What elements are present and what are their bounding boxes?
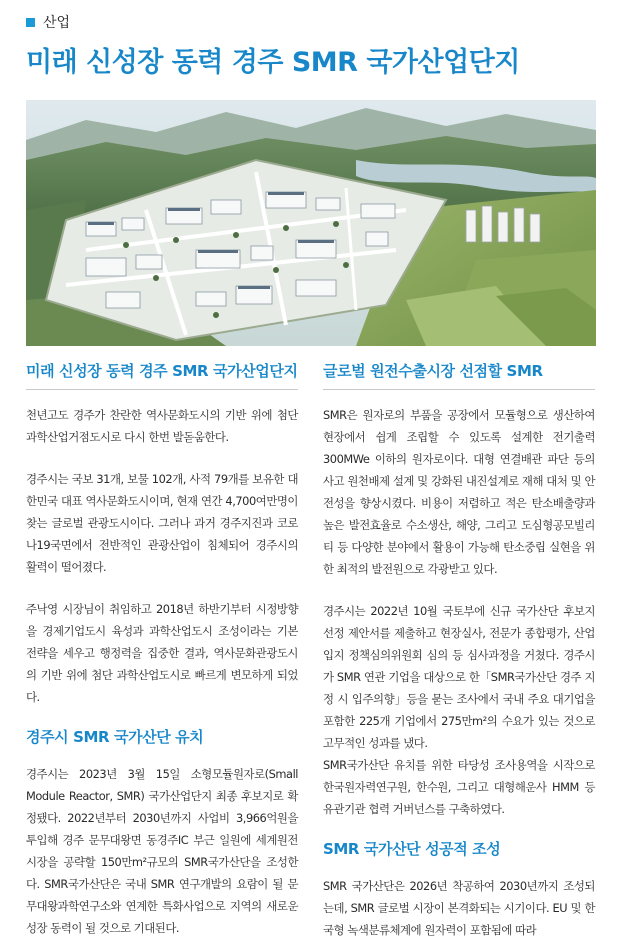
paragraph: SMR국가산단 유치를 위한 타당성 조사용역을 시작으로 한국원자력연구원, 한수원, 그리고 대형해운사 HMM 등 유관기관 협력 거버넌스를 구축하였다. — [323, 758, 595, 816]
paragraph: 경주시는 국보 31개, 보물 102개, 사적 79개를 보유한 대한민국 대표 역사문화도시이며, 현재 연간 4,700여만명이 찾는 글로벌 관광도시이다. 그러나 과거 경주지진과 코로나19국면에서 전반적인 관광산업이 침체되어 경주시의 활력이 떨어졌다. — [26, 472, 298, 574]
section-heading-overview: 미래 신성장 동력 경주 SMR 국가산업단지 — [26, 360, 298, 390]
section-heading-smr-attraction: 경주시 SMR 국가산단 유치 — [26, 728, 204, 746]
hero-image — [26, 100, 596, 346]
paragraph: 경주시는 2022년 10월 국토부에 신규 국가산단 후보지 선정 제안서를 제출하고 현장실사, 전문가 종합평가, 산업입지 정책심의위원회 심의 등 심사과정을 거쳤다. 경주시가 SMR 연관 기업을 대상으로 한「SMR국가산단 경주 지정 시 입주의향」등을 묻는 조사에서 국내 주요 대기업을 포함한 225개 기업에서 275만m²의 수요가 있는 것으로 고무적인 성과를 냈다. — [323, 604, 595, 750]
paragraph: SMR 국가산단은 2026년 착공하여 2030년까지 조성되는데, SMR 글로벌 시장이 본격화되는 시기이다. EU 및 한국형 녹색분류체계에 원자력이 포함됨에 따라 — [323, 879, 595, 937]
paragraph: 천년고도 경주가 찬란한 역사문화도시의 기반 위에 첨단 과학산업거점도시로 다시 한번 발돋움한다. — [26, 408, 298, 444]
paragraph: 경주시는 2023년 3월 15일 소형모듈원자로(Small Module Reactor, SMR) 국가산업단지 최종 후보지로 확정됐다. 2022년부터 2030년까지 사업비 3,966억원을 투입해 경주 문무대왕면 동경주IC 부근 일원에 세계원전시장을 공략할 150만m²규모의 SMR국가산단을 조성한다. SMR국가산단은 국내 SMR 연구개발의 요람이 될 문무대왕과학연구소와 연계한 특화사업으로 지역의 새로운 성장 동력이 될 것으로 기대된다. — [26, 767, 298, 935]
paragraph: SMR은 원자로의 부품을 공장에서 모듈형으로 생산하여 현장에서 쉽게 조립할 수 있도록 설계한 전기출력 300MWe 이하의 원자로이다. 대형 연결배관 파단 등의 사고 원천배제 설계 및 강화된 내진설계로 재해 대처 및 안전성을 향상시켰다. 비용이 저렴하고 적은 탄소배출량과 높은 발전효율로 수소생산, 해양, 그리고 도심형공모빌리티 등 다양한 분야에서 활용이 가능해 탄소중립 실현을 위한 최적의 발전원으로 각광받고 있다. — [323, 408, 595, 576]
category-square-icon — [26, 18, 35, 27]
category-text: 산업 — [43, 15, 71, 31]
section-heading-successful-development: SMR 국가산단 성공적 조성 — [323, 840, 501, 858]
right-column — [323, 360, 595, 941]
aerial-industrial-park-rendering-icon — [26, 100, 596, 346]
category-label — [26, 12, 70, 32]
page-title: 미래 신성장 동력 경주 SMR 국가산업단지 — [26, 47, 520, 78]
left-column — [26, 360, 298, 939]
section-heading-global-market: 글로벌 원전수출시장 선점할 SMR — [323, 360, 595, 390]
paragraph: 주낙영 시장님이 취임하고 2018년 하반기부터 시정방향을 경제기업도시 육성과 과학산업도시 조성이라는 기본 전략을 세우고 행정력을 집중한 결과, 역사문화관광도시의 기반 위에 첨단 과학산업도시로 빠르게 변모하게 되었다. — [26, 602, 298, 704]
